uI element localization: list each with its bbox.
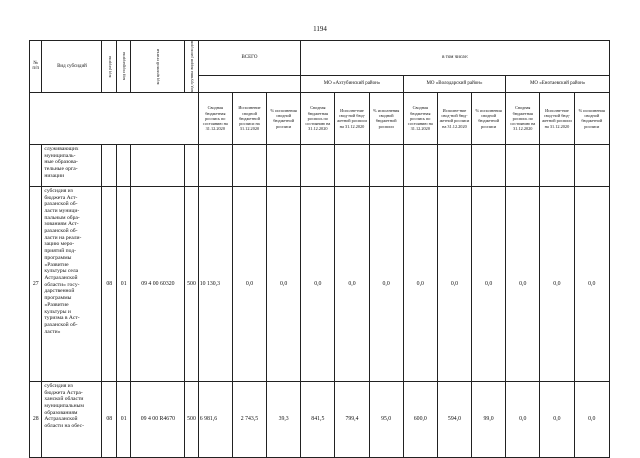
cell-d1-exec: 0,0 [335,186,369,381]
col-header-district-2: МО «Володарский район» [403,75,505,92]
cell-d1-plan [301,144,335,186]
table-row [30,186,610,381]
cell-d1-pct: 95,0 [369,381,403,457]
cell-d2-exec [437,144,471,186]
col-header-district-1: МО «Ахтубинский район» [301,75,403,92]
row-statya [131,144,185,186]
row-name: служивающих муниципаль- ные образова- тельные орга- низации [42,144,102,186]
col-header-statya: код целевой статьи [131,41,185,93]
subsidy-table [29,40,610,458]
col-header-d3-pct: % исполнения сводной бюджетной росписи [574,92,610,144]
col-header-vid: код группы видов расходов [185,41,198,93]
cell-d2-plan: 0,0 [403,186,437,381]
row-vid: 500 [185,381,198,457]
row-statya: 09 4 00 R4670 [131,381,185,457]
cell-d1-plan: 841,5 [301,381,335,457]
col-header-d1-pct: % исполнения сводной бюджетной росписи [369,92,403,144]
col-header-razdel: код раздела [102,41,116,93]
col-header-filler [30,92,199,144]
cell-d1-pct [369,144,403,186]
col-header-d1-exec: Исполне-ние свод-ной бюд-жетной росписи на 31.12.2020 [335,92,369,144]
cell-d3-pct: 0,0 [574,186,610,381]
cell-d2-exec: 594,0 [437,381,471,457]
row-razdel: 08 [102,381,116,457]
cell-d3-exec: 0,0 [540,381,574,457]
col-header-total-pct: % исполнения сводной бюджетной росписи [267,92,301,144]
col-header-name: Вид субсидий [42,41,102,93]
row-podrazdel [116,144,130,186]
table-row [30,381,610,457]
cell-d2-exec: 0,0 [437,186,471,381]
col-header-total-spacer [198,75,301,92]
col-header-total-exec: Исполнение сводной бюджетной росписи на 31.12.2020 [232,92,266,144]
col-header-d2-exec: Исполне-ние свод-ной бюд-жетной росписи на 31.12.2020 [437,92,471,144]
row-podrazdel: 01 [116,381,130,457]
row-vid: 500 [185,186,198,381]
col-header-in-that: в том числе: [301,41,610,76]
cell-total-exec: 0,0 [232,186,266,381]
cell-d3-plan: 0,0 [506,381,540,457]
col-header-podrazdel: код подраздела [116,41,130,93]
cell-d3-exec [540,144,574,186]
row-name: субсидия из бюджета Аст- раханской об- ласти муници- пальным обра- зованиям Аст- раханской об- ласти на реали- зацию меро- приятий под- программы «Развитие культуры села Астраханской области» госу- дарственной программы «Развитие культуры и туризма в Аст- раханской об- ласти» [42,186,102,381]
row-razdel: 08 [102,186,116,381]
col-header-d3-plan: Сводная бюджетная роспись по состоянию на 31.12.2020 [506,92,540,144]
cell-d3-plan: 0,0 [506,186,540,381]
row-vid [185,144,198,186]
cell-total-plan: 6 981,6 [198,381,232,457]
page-number: 1194 [313,25,327,33]
col-header-d2-plan: Сводная бюджетная роспись по состоянию на 31.12.2020 [403,92,437,144]
cell-total-pct: 0,0 [267,186,301,381]
cell-total-plan: 10 130,3 [198,186,232,381]
cell-d1-pct: 0,0 [369,186,403,381]
cell-d2-pct: 0,0 [472,186,506,381]
cell-d2-pct: 99,0 [472,381,506,457]
row-razdel [102,144,116,186]
cell-d2-pct [472,144,506,186]
cell-d3-plan [506,144,540,186]
cell-d2-plan [403,144,437,186]
cell-total-plan [198,144,232,186]
row-statya: 09 4 00 60320 [131,186,185,381]
cell-total-exec [232,144,266,186]
row-name: субсидия из бюджета Астра- ханской области муниципальным образованиям Астраханской области на обес- [42,381,102,457]
col-header-district-3: МО «Енотаевский район» [506,75,610,92]
cell-d2-plan: 600,0 [403,381,437,457]
row-num: 27 [30,186,42,381]
cell-total-pct [267,144,301,186]
cell-total-exec: 2 743,5 [232,381,266,457]
col-header-d2-pct: % исполнения сводной бюджетной росписи [472,92,506,144]
cell-d1-exec [335,144,369,186]
table-row [30,144,610,186]
col-header-d3-exec: Исполне-ние свод-ной бюд-жетной росписи на 31.12.2020 [540,92,574,144]
cell-d3-pct: 0,0 [574,381,610,457]
col-header-d1-plan: Сводная бюджетная роспись по состоянию на 31.12.2020 [301,92,335,144]
row-num [30,144,42,186]
cell-d1-plan: 0,0 [301,186,335,381]
row-num: 28 [30,381,42,457]
row-podrazdel: 01 [116,186,130,381]
cell-d3-pct [574,144,610,186]
cell-d1-exec: 799,4 [335,381,369,457]
col-header-total-plan: Сводная бюджетная роспись по состоянию на 31.12.2020 [198,92,232,144]
cell-total-pct: 39,3 [267,381,301,457]
col-header-num: № п/п [30,41,42,93]
cell-d3-exec: 0,0 [540,186,574,381]
col-header-total: ВСЕГО [198,41,301,76]
